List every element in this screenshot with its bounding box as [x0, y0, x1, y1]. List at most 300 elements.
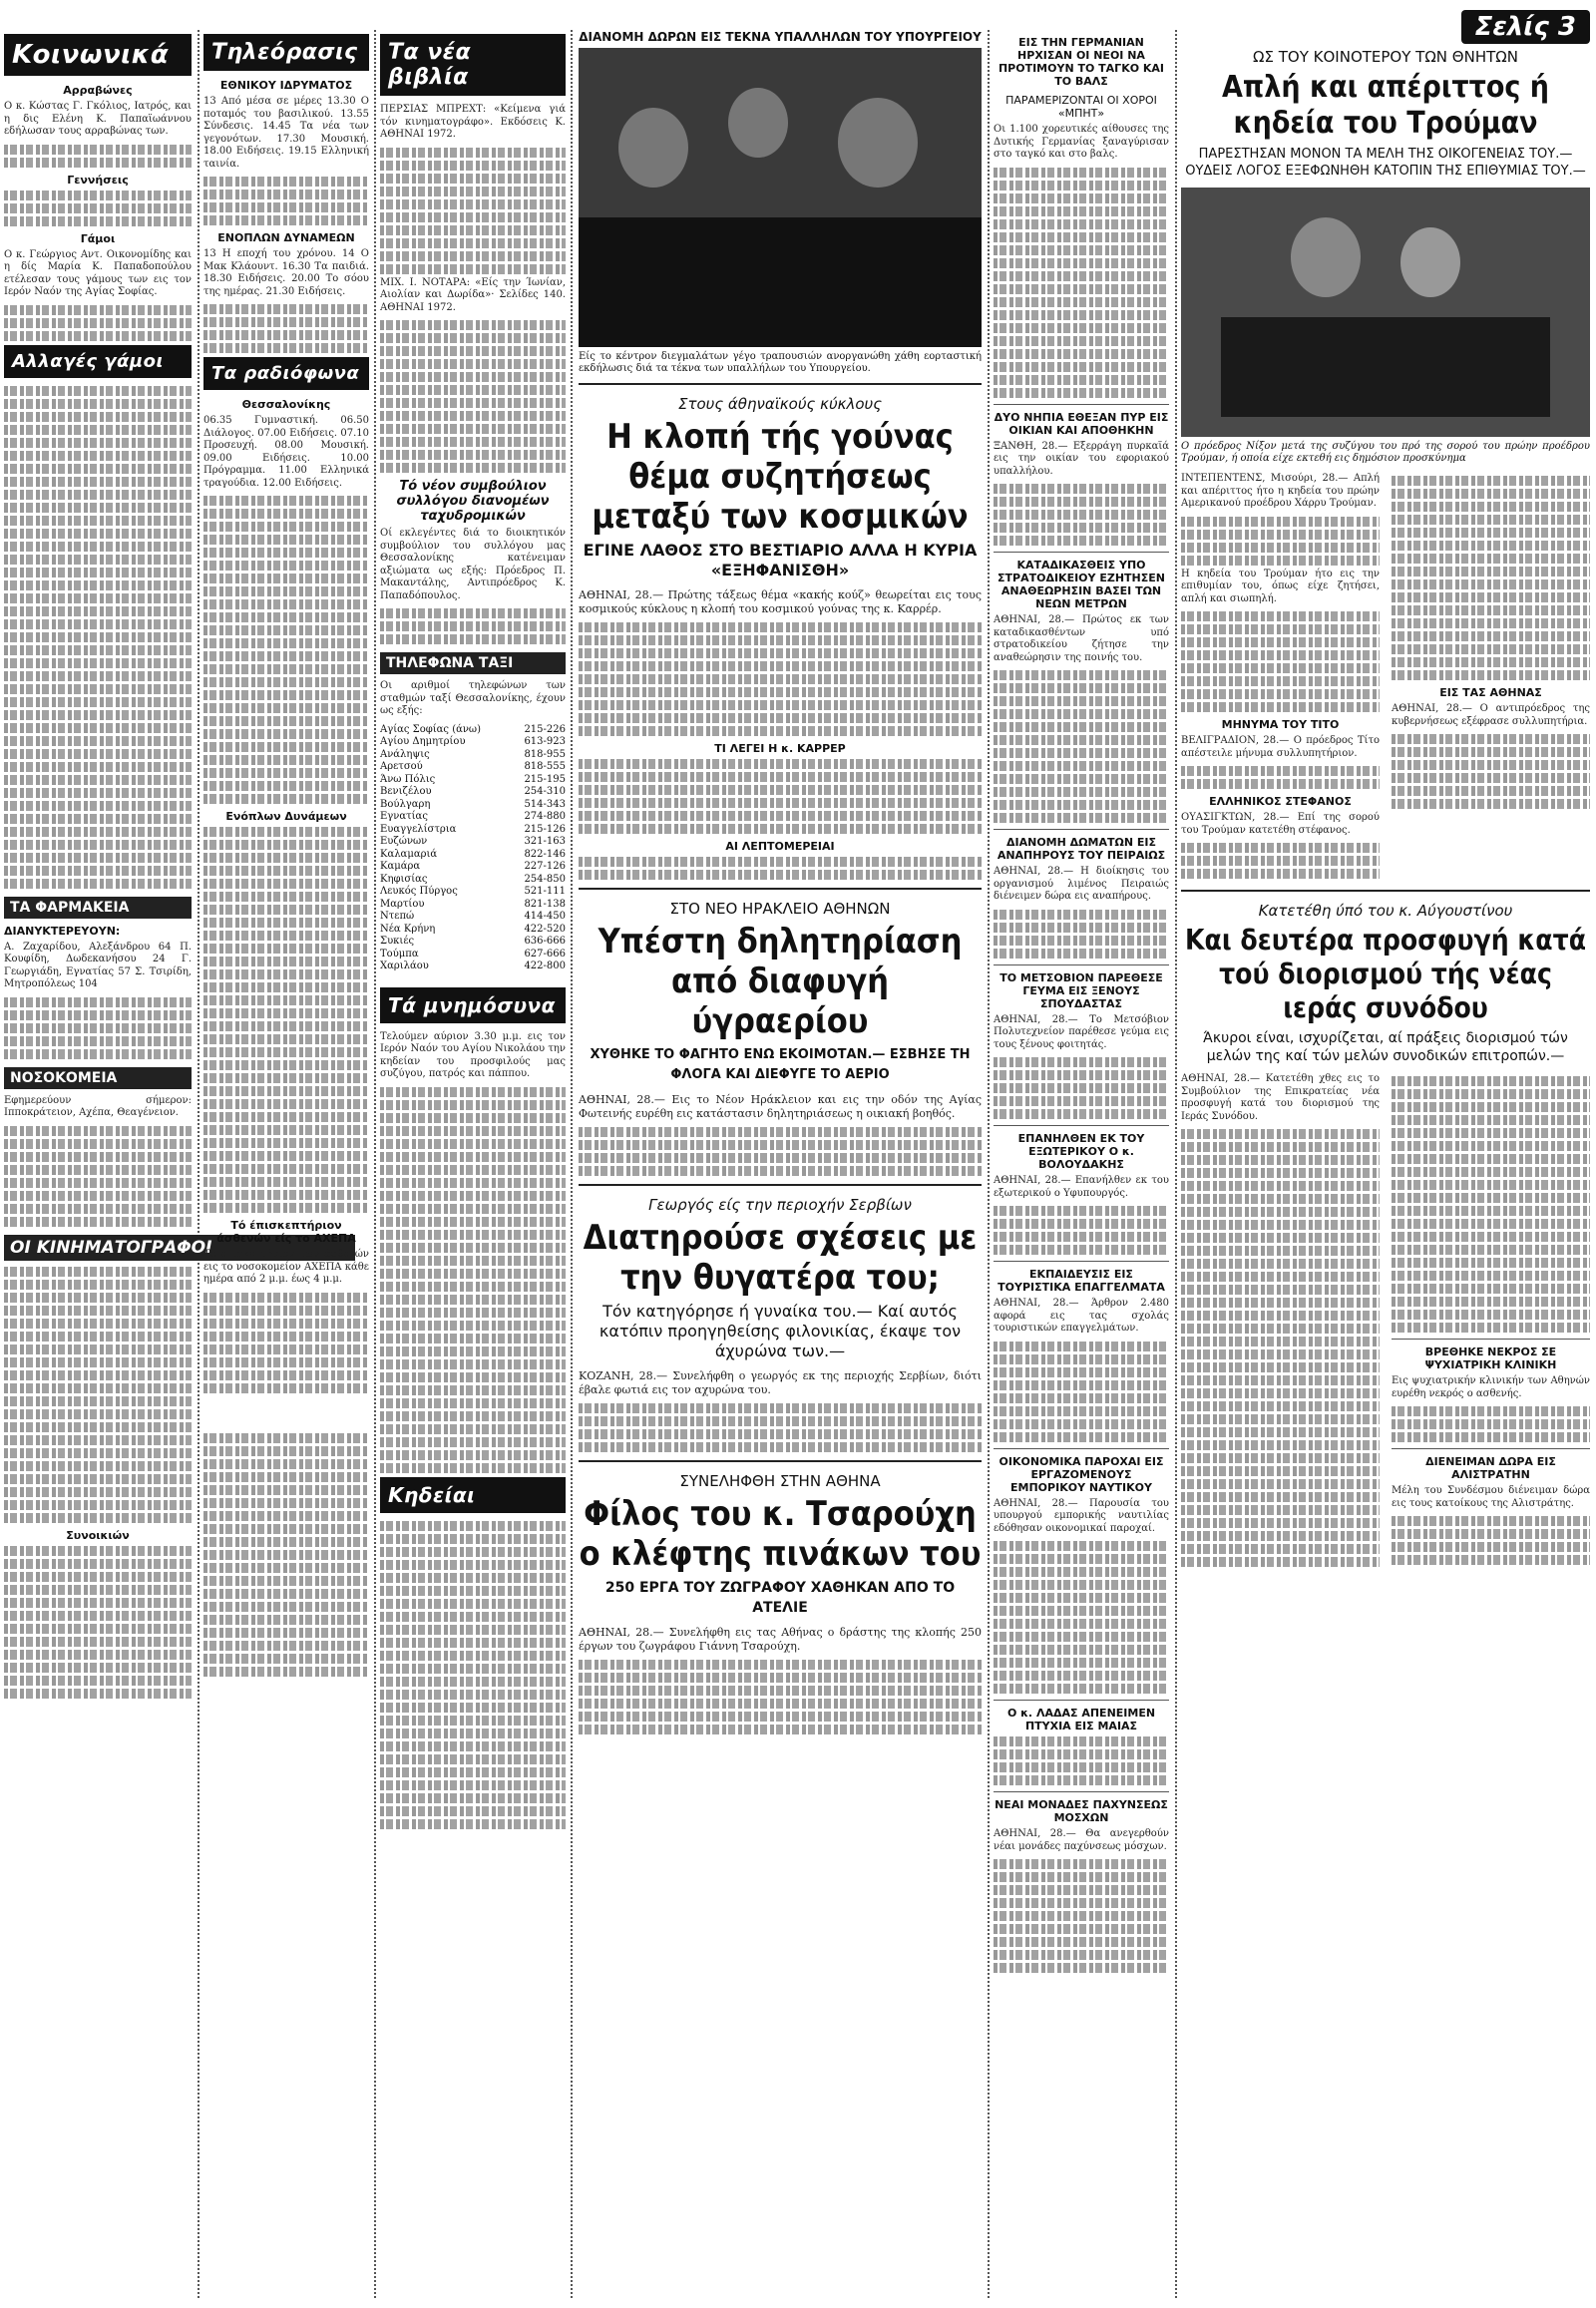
photo-figure [618, 108, 688, 188]
text-line [380, 174, 566, 184]
taxi-station: Αρετσού [380, 761, 423, 772]
brief-headline: ΝΕΑΙ ΜΟΝΑΔΕΣ ΠΑΧΥΝΣΕΩΣ ΜΟΣΧΩΝ [995, 1798, 1168, 1824]
text-line [4, 1435, 192, 1445]
text-line [579, 1166, 982, 1176]
text-line [380, 346, 566, 356]
column-6 [1181, 10, 1590, 2300]
photo-shadow [579, 217, 982, 347]
text-line [4, 1396, 192, 1406]
brief-headline: ΕΠΑΝΗΛΘΕΝ ΕΚ ΤΟΥ ΕΞΩΤΕΡΙΚΟΥ Ο κ. ΒΟΛΟΥΔΑΚΗΣ [1017, 1132, 1145, 1171]
divider [994, 1448, 1169, 1449]
text-line [203, 931, 369, 941]
headline-servia: Διατηρούσε σχέσεις με την θυγατέρα του; [583, 1218, 978, 1298]
text-line [1392, 1258, 1590, 1268]
text-line [1181, 1414, 1380, 1424]
text-line [994, 1911, 1169, 1921]
divider [994, 1791, 1169, 1792]
text-line [994, 258, 1169, 268]
text-line [380, 1573, 566, 1583]
text-line [4, 1165, 192, 1175]
text-line [579, 759, 982, 769]
section-title-nosokomeia: ΝΟΣΟΚΟΜΕΙΑ [4, 1067, 192, 1089]
text-line [380, 1165, 566, 1175]
text-line [4, 1500, 192, 1510]
text-line [4, 866, 192, 876]
text-line [994, 284, 1169, 294]
text-line [994, 232, 1169, 242]
taxi-number: 636-666 [524, 936, 566, 947]
article-text: ΟΥΑΣΙΓΚΤΩΝ, 28.— Επί της σορού του Τρούμαν κατετέθη στέφανος. [1181, 812, 1380, 836]
text-line [994, 1593, 1169, 1603]
text-line [1392, 541, 1590, 551]
text-line [1181, 1479, 1380, 1489]
section-title-alla: Αλλαγές γάμοι [4, 345, 192, 378]
text-line [579, 1127, 982, 1137]
text-line [4, 1422, 192, 1432]
text-line [4, 723, 192, 733]
divider [579, 1184, 982, 1186]
text-line [203, 317, 369, 327]
text-line [579, 1673, 982, 1683]
text-line [4, 1624, 192, 1634]
text-line [1181, 1272, 1380, 1282]
taxi-row [380, 886, 566, 899]
text-line [203, 1641, 369, 1651]
text-line [380, 1113, 566, 1123]
taxi-row [380, 749, 566, 762]
text-line [994, 1554, 1169, 1564]
text-line [380, 634, 566, 644]
text-line [380, 1269, 566, 1279]
text-line [1181, 1544, 1380, 1554]
text-line [1392, 670, 1590, 680]
taxi-row [380, 849, 566, 862]
divider [994, 829, 1169, 830]
text-line [203, 1125, 369, 1135]
text-line [203, 1021, 369, 1031]
taxi-number: 321-163 [524, 836, 566, 847]
article-kicker: ΩΣ ΤΟΥ ΚΟΙΝΟΤΕΡΟΥ ΤΩΝ ΘΝΗΤΩΝ [1253, 48, 1518, 66]
text-line [380, 1126, 566, 1136]
text-line [4, 1010, 192, 1020]
text-line [994, 323, 1169, 333]
text-line [203, 561, 369, 571]
text-line [380, 1282, 566, 1292]
brief-text: ΑΘΗΝΑΙ, 28.— Επανήλθεν εκ του εξωτερικού ο Υφυπουργός. [994, 1175, 1169, 1199]
text-line [4, 216, 192, 226]
text-line [380, 225, 566, 235]
text-line [4, 158, 192, 168]
text-line [1181, 1129, 1380, 1139]
text-line [203, 1306, 369, 1316]
text-line [994, 349, 1169, 359]
taxi-row [380, 961, 566, 973]
text-line [994, 800, 1169, 810]
text-line [203, 1550, 369, 1560]
text-line [579, 622, 982, 632]
photo-figure [1291, 217, 1361, 297]
text-line [203, 1383, 369, 1393]
text-line [380, 199, 566, 209]
text-line [203, 944, 369, 954]
text-line [203, 1319, 369, 1329]
article-columns [1181, 473, 1590, 882]
text-line [203, 957, 369, 966]
text-line [1181, 1518, 1380, 1528]
text-line [380, 1677, 566, 1687]
text-line [4, 840, 192, 850]
text-line [1181, 1233, 1380, 1243]
text-line [4, 1178, 192, 1188]
text-line [380, 1321, 566, 1331]
article-text: ΙΝΤΕΠΕΝΤΕΝΣ, Μισούρι, 28.— Απλή και απέριττος ήτο η κηδεία του πρώην Αμερικανού προέδρου Χάρρυ Τρούμαν. [1181, 473, 1380, 509]
brief-headline: ΤΟ ΜΕΤΣΟΒΙΟΝ ΠΑΡΕΘΕΣΕ ΓΕΥΜΑ ΕΙΣ ΞΕΝΟΥΣ ΣΠΟΥΔΑΣΤΑΣ [999, 970, 1163, 1010]
taxi-station: Καμάρα [380, 861, 421, 872]
text-line [203, 716, 369, 726]
book-entry: ΜΙΧ. Ι. ΝΟΤΑΡΑ: «Είς την Ίωνίαν, Αιολίαν και Δωρίδα»· Σελίδες 140. ΑΘΗΝΑΙ 1972. [380, 276, 566, 313]
column-3 [380, 30, 566, 2300]
text-line [380, 251, 566, 261]
text-line [380, 1625, 566, 1635]
brief-text: ΑΘΗΝΑΙ, 28.— Άρθρον 2.480 αφορά εις τας σχολάς τουριστικών επαγγελμάτων. [994, 1298, 1169, 1334]
text-line [380, 1385, 566, 1395]
page-number-badge: Σελίς 3 [1461, 10, 1590, 44]
text-line [579, 1660, 982, 1670]
text-line [203, 1576, 369, 1586]
text-line [203, 892, 369, 902]
subheading: Γάμοι [80, 231, 116, 245]
text-line [994, 181, 1169, 191]
text-line [994, 1393, 1169, 1403]
text-line [4, 619, 192, 629]
text-line [4, 1637, 192, 1647]
column-2 [203, 30, 369, 2300]
text-line [203, 1073, 369, 1083]
text-line [1392, 644, 1590, 654]
article-kicker: Κατετέθη ύπό του κ. Αύγουστίνου [1258, 902, 1513, 920]
taxi-number: 627-666 [524, 948, 566, 960]
text-line [380, 372, 566, 382]
text-line [203, 840, 369, 850]
text-line [1181, 702, 1380, 712]
text-line [203, 548, 369, 558]
text-line [4, 1513, 192, 1523]
text-line [994, 787, 1169, 797]
text-line [203, 599, 369, 609]
text-line [380, 1599, 566, 1609]
text-line [579, 1153, 982, 1163]
text-line [994, 683, 1169, 693]
text-line [203, 1498, 369, 1508]
text-line [380, 1152, 566, 1162]
text-line [4, 671, 192, 681]
text-line [994, 1684, 1169, 1694]
text-line [1181, 556, 1380, 566]
text-line [4, 516, 192, 526]
text-line [203, 202, 369, 212]
text-line [380, 1767, 566, 1777]
text-line [579, 1686, 982, 1696]
text-line [1181, 1259, 1380, 1269]
text-line [380, 1424, 566, 1434]
text-line [203, 1164, 369, 1174]
text-line [380, 320, 566, 330]
text-line [1181, 650, 1380, 660]
text-line [1181, 1401, 1380, 1411]
text-line [1392, 1089, 1590, 1099]
text-line [380, 1450, 566, 1460]
text-line [994, 523, 1169, 533]
text-line [4, 762, 192, 772]
text-line [1181, 1155, 1380, 1165]
headline-truman-funeral: Απλή και απέριττος ή κηδεία του Τρούμαν [1222, 70, 1549, 141]
text-line [1392, 1406, 1590, 1416]
text-line [4, 451, 192, 461]
photo-figure [728, 88, 788, 158]
text-line [380, 1191, 566, 1201]
text-line [4, 697, 192, 707]
text-line [1181, 1505, 1380, 1515]
text-line [1392, 1128, 1590, 1138]
text-line [380, 1703, 566, 1713]
brief-text: ΑΘΗΝΑΙ, 28.— Η διοίκησις του οργανισμού λιμένος Πειραιώς διένειμεν δώρα εις αναπήρους. [994, 866, 1169, 902]
text-line [203, 1177, 369, 1187]
article-text: Εφημερεύουν σήμερον: Ιπποκράτειον, Αχέπα, Θεαγένειον. [4, 1094, 192, 1118]
taxi-row [380, 861, 566, 874]
text-line [203, 1112, 369, 1122]
text-line [380, 264, 566, 274]
text-line [1392, 799, 1590, 809]
text-line [1392, 592, 1590, 602]
article-subhead: ΕΓΙΝΕ ΛΑΘΟΣ ΣΤΟ ΒΕΣΤΙΑΡΙΟ ΑΛΛΑ Η ΚΥΡΙΑ «ΕΞΗΦΑΝΙΣΘΗ» [583, 541, 978, 579]
text-line [1392, 1432, 1590, 1442]
text-line [1392, 1542, 1590, 1552]
article-text: Οί εκλεγέντες διά το διοικητικόν συμβούλιον του συλλόγου μας Θεσσαλονίκης κατένειμαν αξιώματα ως εξής: Πρόεδρος Π. Μακαντάλης, Αντιπρόεδρος Κ. Παπαδόπουλος. [380, 528, 566, 601]
text-line [203, 969, 369, 979]
brief-headline: ΔΙΑΝΟΜΗ ΔΩΜΑΤΩΝ ΕΙΣ ΑΝΑΠΗΡΟΥΣ ΤΟΥ ΠΕΙΡΑΙΩΣ [997, 836, 1166, 862]
text-line [380, 1638, 566, 1648]
brief-text: ΑΘΗΝΑΙ, 28.— Πρώτος εκ των καταδικασθέντων υπό στρατοδικείου ζήτησε την αναθεώρησιν της ποινής του. [994, 614, 1169, 663]
article-text: Ο κ. Γεώργιος Αντ. Οικονομίδης και η δίς Μαρία Κ. Παπαδοπούλου ετέλεσαν τους γάμους των εις τον Ιερόν Ναόν της Αγίας Σοφίας. [4, 248, 192, 297]
article-columns [1181, 1073, 1590, 1570]
text-line [1392, 554, 1590, 564]
text-line [4, 606, 192, 616]
text-line [380, 1178, 566, 1188]
article-kicker: ΣΤΟ ΝΕΟ ΗΡΑΚΛΕΙΟ ΑΘΗΝΩΝ [669, 900, 891, 918]
taxi-number: 215-226 [524, 723, 566, 735]
section-title-taxi: ΤΗΛΕΦΩΝΑ ΤΑΞΙ [380, 652, 566, 674]
text-line [994, 336, 1169, 346]
text-line [579, 1712, 982, 1722]
text-line [1181, 517, 1380, 527]
divider [994, 404, 1169, 405]
text-line [380, 1741, 566, 1751]
text-line [994, 1541, 1169, 1551]
text-line [994, 761, 1169, 771]
text-line [4, 1650, 192, 1660]
text-line [380, 1806, 566, 1816]
taxi-number: 822-146 [524, 848, 566, 860]
text-line [1392, 1102, 1590, 1112]
text-line [380, 1243, 566, 1253]
text-line [1181, 779, 1380, 789]
text-line [1181, 766, 1380, 776]
text-line [994, 362, 1169, 372]
text-line [203, 1628, 369, 1638]
text-line [1181, 1324, 1380, 1334]
text-line [994, 536, 1169, 546]
taxi-station: Ευαγγελίστρια [380, 823, 457, 835]
text-line [994, 1606, 1169, 1616]
text-line [4, 1585, 192, 1595]
text-line [380, 1690, 566, 1700]
text-line [4, 1357, 192, 1367]
taxi-number: 215-195 [524, 773, 566, 785]
truman-funeral-photo [1181, 188, 1590, 437]
text-line [380, 424, 566, 434]
brief-text: Οι 1.100 χορευτικές αίθουσες της Δυτικής Γερμανίας ξαναγύρισαν στο ταγκό και στο βαλς. [994, 124, 1169, 160]
photo-caption: Είς το κέντρον διεγμαλάτων γέγο τραπουσιών ανοργανώθη χάθη εορταστική εκδήλωσις διά τα τέκνα των υπαλλήλων του Υπουργείου. [579, 351, 982, 374]
text-line [4, 1280, 192, 1290]
text-line [994, 219, 1169, 229]
text-line [1392, 476, 1590, 486]
text-line [994, 1432, 1169, 1442]
taxi-row [380, 811, 566, 824]
text-line [4, 1487, 192, 1497]
text-line [4, 1689, 192, 1699]
taxi-number: 422-520 [524, 923, 566, 935]
text-line [994, 310, 1169, 320]
text-line [1392, 1141, 1590, 1151]
text-line [994, 735, 1169, 745]
text-line [203, 330, 369, 340]
text-line [4, 1049, 192, 1059]
text-line [579, 1725, 982, 1734]
text-line [4, 632, 192, 642]
section-title-mnimosyna: Τά μνημόσυνα [380, 987, 566, 1023]
text-line [203, 729, 369, 739]
text-line [380, 1256, 566, 1266]
text-line [994, 1109, 1169, 1119]
text-line [380, 1217, 566, 1227]
taxi-row [380, 736, 566, 749]
text-line [994, 1619, 1169, 1629]
text-line [994, 1070, 1169, 1080]
article-text: ΑΘΗΝΑΙ, 28.— Εις το Νέον Ηράκλειον και εις την οδόν της Αγίας Φωτεινής ευρέθη εις κατάστασιν δηλητηριάσεως η οικιακή βοηθός. [579, 1093, 982, 1120]
text-line [203, 304, 369, 314]
text-line [380, 148, 566, 158]
text-line [203, 1667, 369, 1677]
text-line [579, 661, 982, 671]
page-masthead [1181, 10, 1590, 44]
text-line [1392, 1219, 1590, 1229]
column-rule [1175, 30, 1177, 2298]
text-line [1392, 1076, 1590, 1086]
text-line [380, 1398, 566, 1408]
text-line [380, 1534, 566, 1544]
text-line [994, 1950, 1169, 1960]
text-line [994, 1232, 1169, 1242]
subheading: ΜΗΝΥΜΑ ΤΟΥ ΤΙΤΟ [1221, 718, 1340, 731]
text-line [203, 918, 369, 928]
text-line [4, 710, 192, 720]
text-line [1392, 605, 1590, 615]
text-line [579, 1699, 982, 1709]
text-line [380, 1560, 566, 1570]
text-line [1181, 1362, 1380, 1372]
text-line [203, 1008, 369, 1018]
text-line [579, 798, 982, 808]
text-line [1392, 1529, 1590, 1539]
text-line [1392, 502, 1590, 512]
article-kicker: Γεωργός είς την περιοχήν Σερβίων [648, 1196, 912, 1214]
brief-headline: ΔΥΟ ΝΗΠΙΑ ΕΘΕΞΑΝ ΠΥΡ ΕΙΣ ΟΙΚΙΑΝ ΚΑΙ ΑΠΟΘΗΚΗΝ [994, 410, 1169, 437]
text-line [579, 772, 982, 782]
text-line [203, 1485, 369, 1495]
text-line [994, 206, 1169, 216]
taxi-number: 254-310 [524, 786, 566, 797]
taxi-station: Ανάληψις [380, 748, 430, 760]
taxi-number: 514-343 [524, 798, 566, 810]
text-line [1392, 1206, 1590, 1216]
text-line [1181, 1531, 1380, 1541]
subheading: ΕΘΝΙΚΟΥ ΙΔΡΥΜΑΤΟΣ [219, 79, 353, 92]
text-line [203, 177, 369, 187]
text-line [380, 1346, 566, 1356]
text-line [994, 271, 1169, 281]
article-kicker: Στους άθηναϊκούς κύκλους [677, 395, 883, 413]
text-line [380, 1780, 566, 1790]
subheading: ΔΙΑΝΥΚΤΕΡΕΥΟΥΝ: [4, 924, 121, 938]
text-line [4, 1126, 192, 1136]
text-line [1392, 734, 1590, 744]
taxi-number: 227-126 [524, 861, 566, 872]
text-line [4, 542, 192, 552]
text-line [203, 215, 369, 225]
taxi-number: 254-850 [524, 873, 566, 885]
text-line [4, 568, 192, 577]
text-line [994, 1924, 1169, 1934]
text-line [579, 648, 982, 658]
text-line [1181, 1453, 1380, 1463]
brief-text: Μέλη του Συνδέσμου διένειμαν δώρα εις τους κατοίκους της Αλιστράτης. [1392, 1485, 1590, 1509]
text-line [4, 1293, 192, 1303]
text-line [1392, 579, 1590, 589]
text-line [1392, 1419, 1590, 1429]
brief-subhead: ΠΑΡΑΜΕΡΙΖΟΝΤΑΙ ΟΙ ΧΟΡΟΙ «ΜΠΗΤ» [1005, 94, 1157, 120]
text-line [4, 853, 192, 863]
text-line [1392, 1154, 1590, 1164]
taxi-station: Αγίου Δημητρίου [380, 736, 466, 747]
text-line [1181, 1427, 1380, 1437]
headline-fur-theft: Η κλοπή τής γούνας θέμα συζητήσεως μεταξύ των κοσμικών [592, 417, 969, 537]
text-line [4, 464, 192, 474]
column-4 [579, 30, 982, 2300]
text-line [579, 785, 982, 795]
text-line [579, 1416, 982, 1426]
text-line [994, 1898, 1169, 1908]
text-line [380, 385, 566, 395]
text-line [1392, 1323, 1590, 1333]
text-line [203, 1190, 369, 1200]
taxi-number: 414-450 [524, 911, 566, 922]
text-line [1181, 543, 1380, 553]
text-line [1392, 1516, 1590, 1526]
text-line [380, 1295, 566, 1305]
taxi-station: Ευζώνων [380, 836, 428, 847]
article-text: 06.35 Γυμναστική. 06.50 Διάλογος. 07.00 Ειδήσεις. 07.10 Προσευχή. 08.00 Μουσική. 09.00 Ειδήσεις. 10.00 Πρόγραμμα. 11.00 Ελληνικά τραγούδια. 12.00 Ειδήσεις. [203, 415, 369, 489]
text-line [994, 813, 1169, 823]
